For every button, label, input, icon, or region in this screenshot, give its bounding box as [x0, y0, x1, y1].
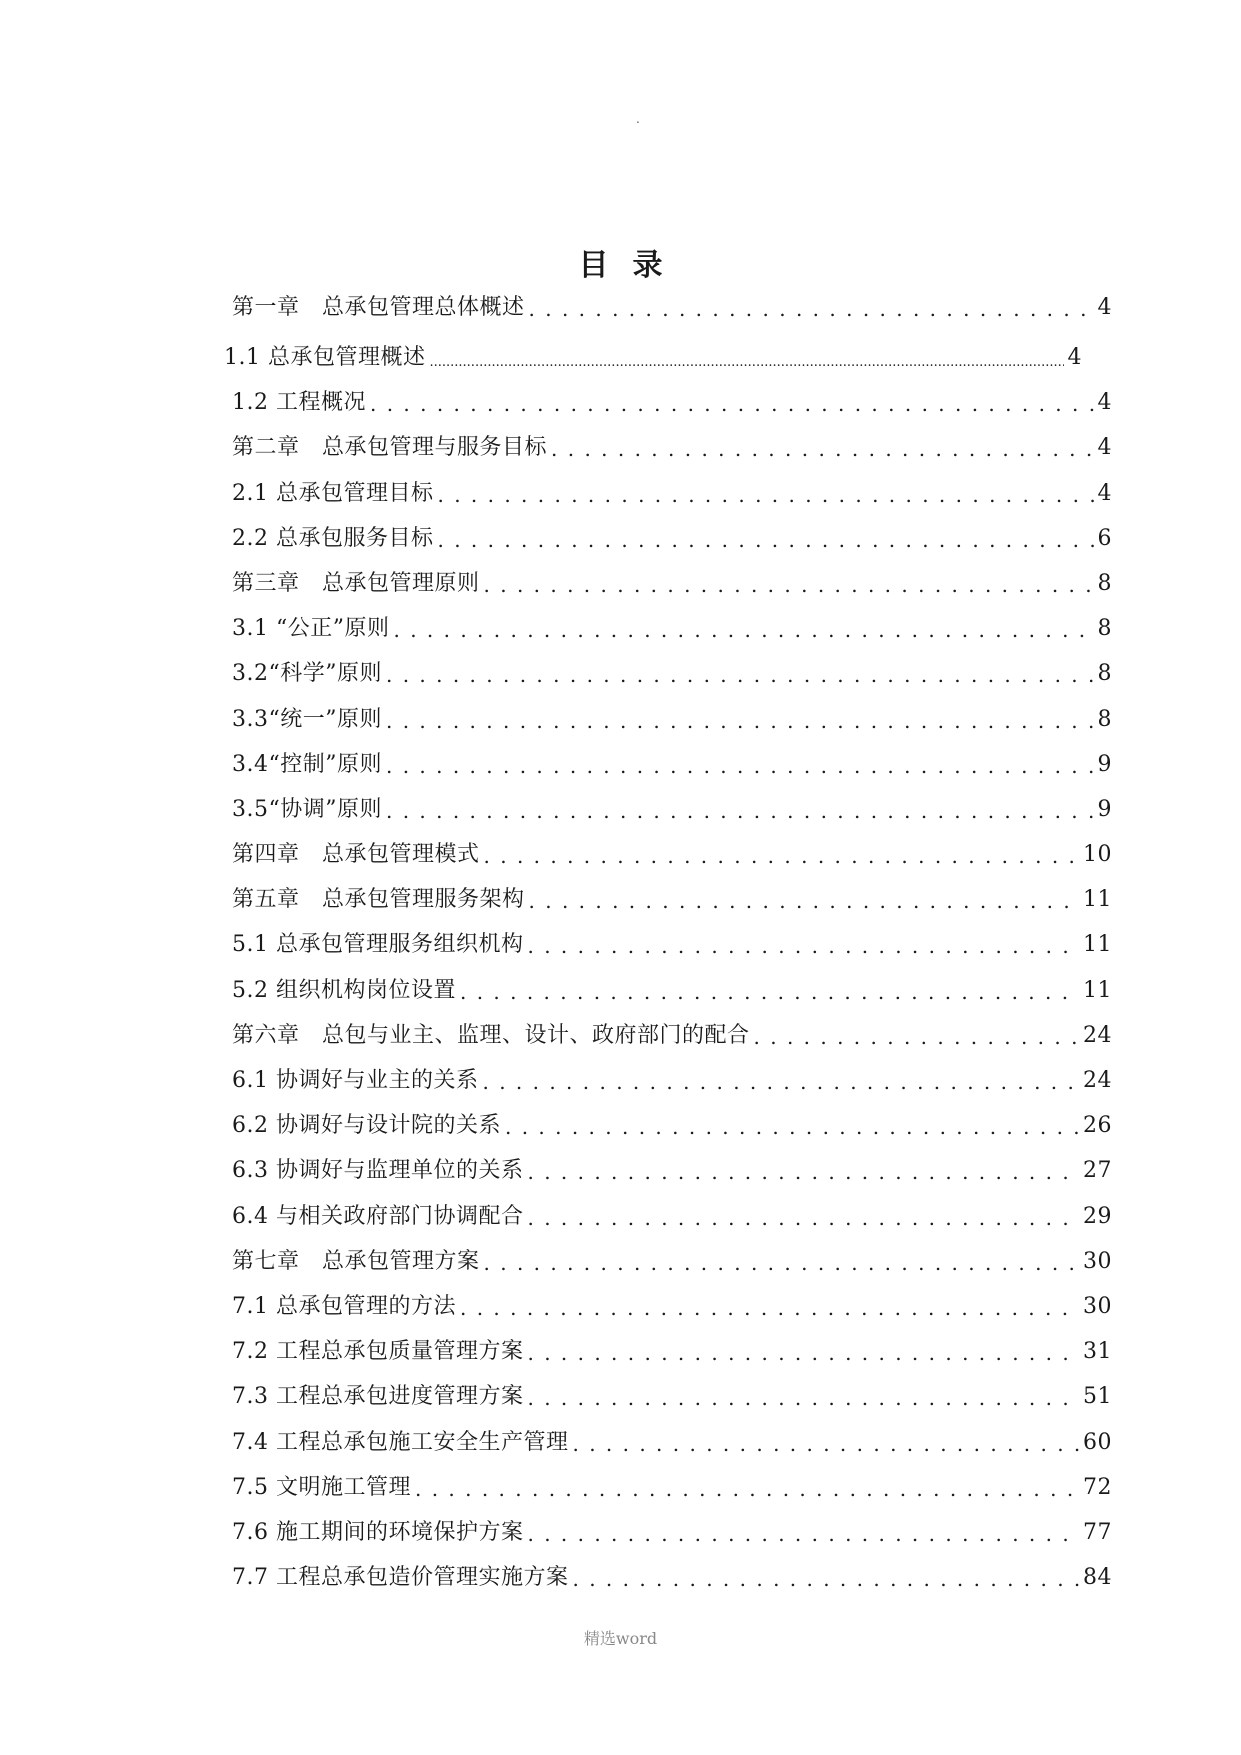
toc-entry-label: 第六章 总包与业主、监理、设计、政府部门的配合: [232, 1022, 750, 1048]
dot-leader: [386, 754, 1094, 776]
toc-entry-label: 7.4 工程总承包施工安全生产管理: [232, 1429, 569, 1455]
toc-entry[interactable]: [232, 1379, 1112, 1424]
dot-leader: [460, 980, 1079, 1002]
toc-entry[interactable]: [232, 1470, 1112, 1515]
toc-entry-label: 6.2 协调好与设计院的关系: [232, 1113, 501, 1139]
toc-entry[interactable]: [232, 290, 1112, 340]
toc-entry[interactable]: [232, 1515, 1112, 1560]
dot-leader: [572, 1567, 1079, 1589]
toc-entry[interactable]: [232, 1289, 1112, 1334]
toc-entry-page: 72: [1083, 1474, 1112, 1500]
dot-leader: [529, 297, 1094, 319]
dot-leader: [754, 1025, 1079, 1047]
toc-entry[interactable]: [232, 973, 1112, 1018]
dot-leader: [429, 347, 1063, 369]
toc-entry-page: 4: [1097, 480, 1112, 506]
toc-entry-label: 3.3“统一”原则: [232, 706, 382, 732]
toc-entry-page: 8: [1097, 570, 1112, 596]
dot-leader: [386, 663, 1094, 685]
dot-leader: [386, 799, 1094, 821]
dot-leader: [437, 528, 1093, 550]
dot-leader: [527, 1386, 1079, 1408]
toc-entry[interactable]: [232, 1425, 1112, 1470]
toc-entry-label: 第二章 总承包管理与服务目标: [232, 435, 548, 461]
toc-entry-page: 60: [1083, 1429, 1112, 1455]
toc-entry[interactable]: [232, 1334, 1112, 1379]
toc-entry[interactable]: [232, 1063, 1112, 1108]
toc-entry-page: 11: [1083, 887, 1112, 913]
dot-leader: [529, 889, 1079, 911]
toc-entry[interactable]: [232, 1244, 1112, 1289]
toc-entry[interactable]: [232, 792, 1112, 837]
toc-entry-label: 3.2“科学”原则: [232, 661, 382, 687]
toc-entry-page: 4: [1097, 390, 1112, 416]
toc-entry-label: 3.5“协调”原则: [232, 796, 382, 822]
toc-entry-page: 77: [1083, 1519, 1112, 1545]
dot-leader: [527, 1206, 1079, 1228]
toc-entry-label: 1.1 总承包管理概述: [224, 345, 426, 370]
toc-entry-label: 7.6 施工期间的环境保护方案: [232, 1519, 524, 1545]
toc-entry-page: 4: [1097, 435, 1112, 461]
toc-entry-label: 第三章 总承包管理原则: [232, 570, 480, 596]
toc-entry-page: 30: [1083, 1293, 1112, 1319]
dot-leader: [370, 392, 1094, 414]
toc-entry-label: 7.1 总承包管理的方法: [232, 1293, 456, 1319]
table-of-contents: [224, 290, 1112, 1605]
toc-entry-label: 第五章 总承包管理服务架构: [232, 887, 525, 913]
toc-entry[interactable]: [232, 837, 1112, 882]
toc-entry-label: 7.3 工程总承包进度管理方案: [232, 1384, 524, 1410]
toc-entry-page: 51: [1083, 1384, 1112, 1410]
toc-entry[interactable]: [232, 430, 1112, 475]
dot-leader: [527, 1341, 1079, 1363]
toc-entry-label: 2.1 总承包管理目标: [232, 480, 434, 506]
toc-entry-page: 6: [1097, 525, 1112, 551]
toc-entry[interactable]: [224, 340, 1082, 385]
dot-leader: [437, 483, 1093, 505]
toc-entry-page: 10: [1083, 842, 1112, 868]
dot-leader: [527, 1160, 1079, 1182]
toc-entry[interactable]: [232, 927, 1112, 972]
toc-entry-page: 4: [1097, 295, 1112, 320]
dot-leader: [484, 844, 1079, 866]
toc-entry-label: 5.1 总承包管理服务组织机构: [232, 932, 524, 958]
dot-leader: [527, 1522, 1079, 1544]
toc-entry-page: 24: [1083, 1022, 1112, 1048]
toc-entry-page: 30: [1083, 1248, 1112, 1274]
toc-entry-label: 3.4“控制”原则: [232, 751, 382, 777]
toc-entry-page: 8: [1097, 661, 1112, 687]
toc-entry-page: 26: [1083, 1113, 1112, 1139]
toc-entry-page: 84: [1083, 1565, 1112, 1591]
toc-entry-label: 7.7 工程总承包造价管理实施方案: [232, 1565, 569, 1591]
header-mark: .: [636, 112, 640, 126]
toc-entry[interactable]: [232, 1018, 1112, 1063]
toc-entry-label: 6.4 与相关政府部门协调配合: [232, 1203, 524, 1229]
toc-entry-label: 3.1 “公正”原则: [232, 616, 390, 642]
toc-entry[interactable]: [232, 611, 1112, 656]
dot-leader: [551, 437, 1093, 459]
dot-leader: [460, 1296, 1079, 1318]
toc-title: 目录: [578, 248, 687, 283]
toc-entry-page: 27: [1083, 1158, 1112, 1184]
page-footer: 精选word: [583, 1629, 658, 1648]
dot-leader: [482, 1070, 1079, 1092]
toc-entry[interactable]: [232, 1153, 1112, 1198]
toc-entry-label: 5.2 组织机构岗位设置: [232, 977, 456, 1003]
toc-entry[interactable]: [232, 1108, 1112, 1153]
toc-entry-page: 9: [1097, 796, 1112, 822]
dot-leader: [393, 618, 1093, 640]
toc-entry-page: 29: [1083, 1203, 1112, 1229]
toc-entry-page: 9: [1097, 751, 1112, 777]
toc-entry[interactable]: [232, 747, 1112, 792]
toc-entry-label: 第七章 总承包管理方案: [232, 1248, 480, 1274]
toc-entry-label: 6.3 协调好与监理单位的关系: [232, 1158, 524, 1184]
toc-entry[interactable]: [232, 702, 1112, 747]
toc-entry-page: 8: [1097, 706, 1112, 732]
toc-entry-page: 8: [1097, 616, 1112, 642]
dot-leader: [527, 934, 1079, 956]
toc-entry-page: 11: [1083, 932, 1112, 958]
toc-entry-page: 24: [1083, 1068, 1112, 1093]
dot-leader: [484, 1251, 1079, 1273]
toc-entry[interactable]: [232, 521, 1112, 566]
toc-entry-label: 2.2 总承包服务目标: [232, 525, 434, 551]
toc-entry-label: 第四章 总承包管理模式: [232, 842, 480, 868]
toc-entry-page: 4: [1067, 345, 1082, 370]
toc-entry-label: 1.2 工程概况: [232, 390, 366, 416]
dot-leader: [505, 1115, 1079, 1137]
toc-entry[interactable]: [232, 1199, 1112, 1244]
toc-entry-label: 7.5 文明施工管理: [232, 1474, 411, 1500]
toc-entry[interactable]: [232, 656, 1112, 701]
dot-leader: [572, 1432, 1079, 1454]
toc-entry-label: 7.2 工程总承包质量管理方案: [232, 1339, 524, 1365]
toc-entry[interactable]: [232, 1560, 1112, 1605]
toc-entry[interactable]: [232, 385, 1112, 430]
toc-entry[interactable]: [232, 566, 1112, 611]
toc-entry-label: 6.1 协调好与业主的关系: [232, 1068, 479, 1093]
dot-leader: [386, 709, 1094, 731]
dot-leader: [484, 573, 1094, 595]
toc-entry[interactable]: [232, 476, 1112, 521]
toc-entry-page: 11: [1083, 977, 1112, 1003]
toc-entry-label: 第一章 总承包管理总体概述: [232, 295, 525, 320]
toc-entry-page: 31: [1083, 1339, 1112, 1365]
dot-leader: [415, 1477, 1079, 1499]
toc-entry[interactable]: [232, 882, 1112, 927]
